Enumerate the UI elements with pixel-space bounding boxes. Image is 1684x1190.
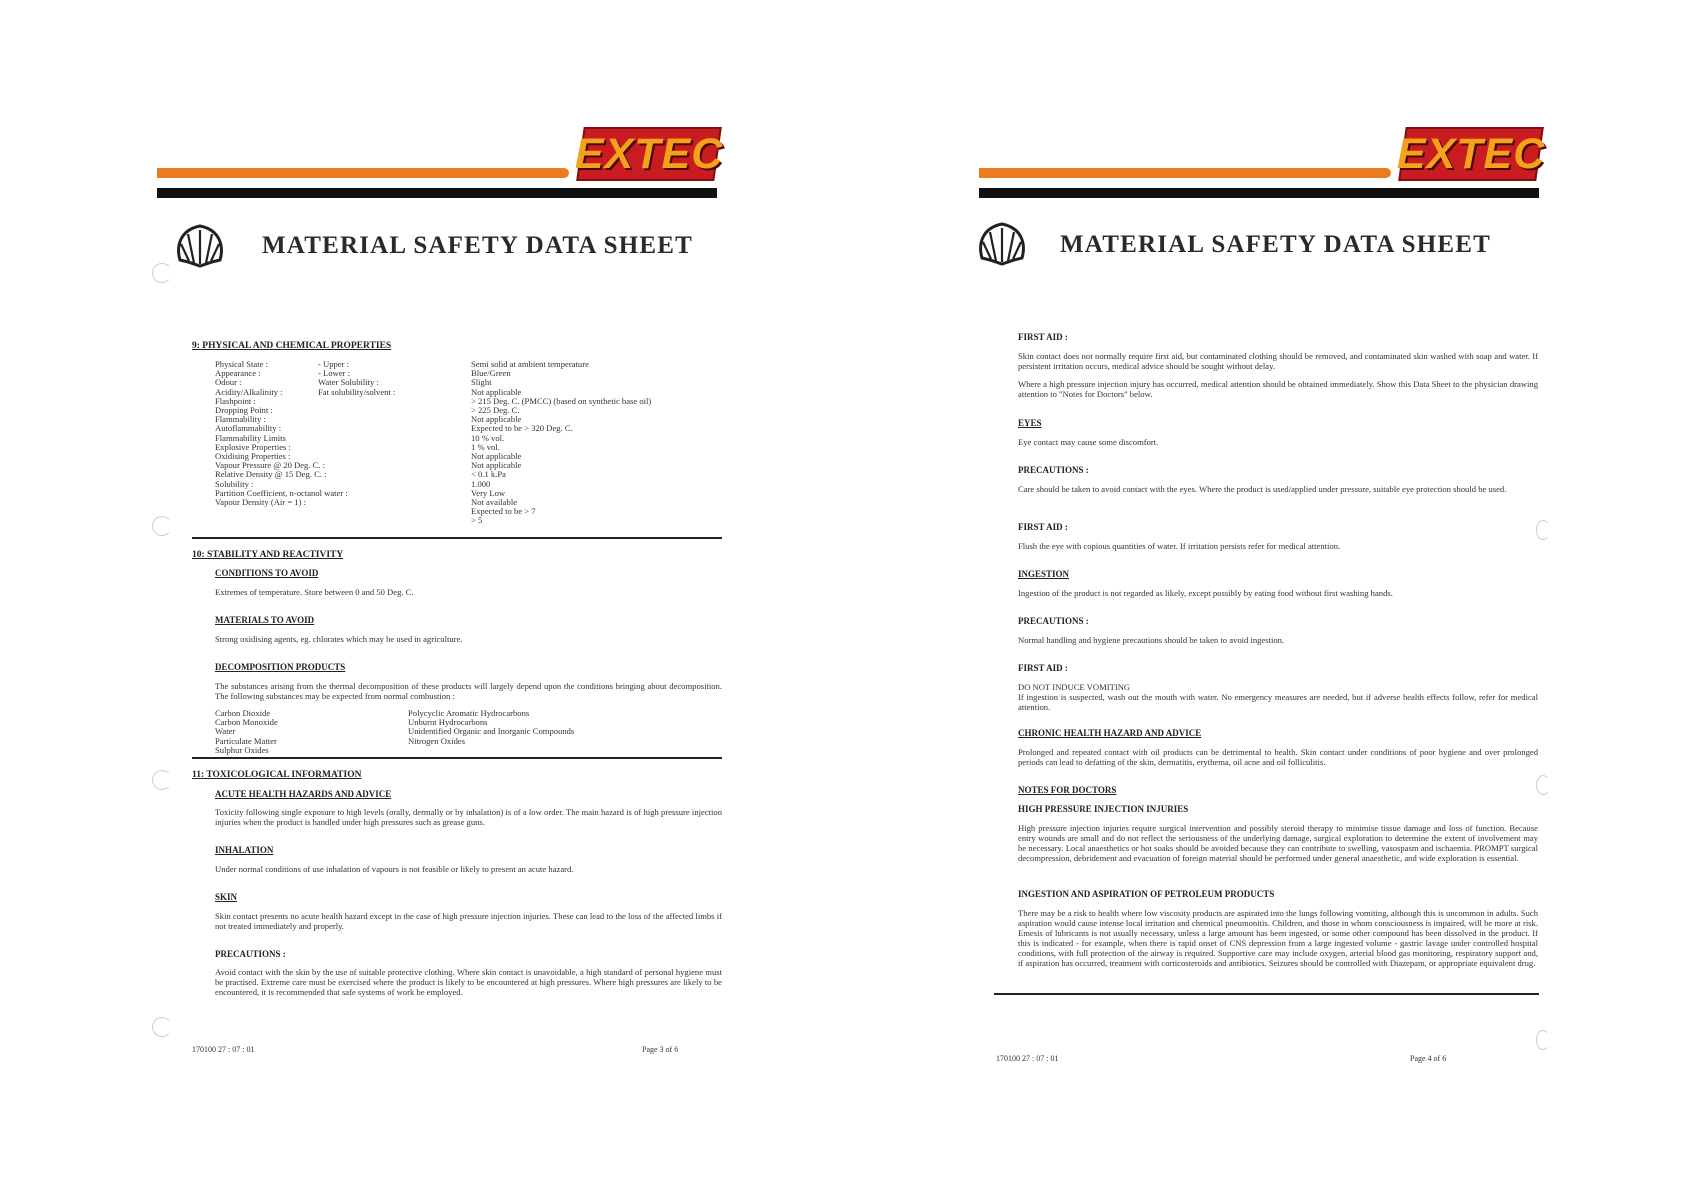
eyes-precautions-text: Care should be taken to avoid contact with the eyes. Where the product is used/applied under pressure, suitable eye protection should be used.: [1018, 484, 1507, 494]
properties-sublabels: [318, 360, 395, 397]
punch-hole: [152, 1017, 172, 1037]
property-value: 1 % vol.: [471, 441, 500, 452]
decomposition-products-text: The substances arising from the thermal decomposition of these products will largely depend upon the conditions bringing about decomposition. The following substances may be expected from normal combustion :: [215, 681, 722, 701]
property-sublabel: Water Solubility :: [318, 377, 379, 388]
document-title: MATERIAL SAFETY DATA SHEET: [262, 232, 694, 259]
property-label: Dropping Point :: [215, 405, 273, 416]
eyes-first-aid-text: Flush the eye with copious quantities of water. If irritation persists refer for medical attention.: [1018, 541, 1341, 551]
extec-logo: [1398, 127, 1544, 181]
property-value: 1.000: [471, 478, 491, 489]
extec-logo: [576, 127, 722, 181]
decomposition-item: Polycyclic Aromatic Hydrocarbons: [408, 708, 530, 718]
skin-title: SKIN: [215, 892, 238, 902]
property-label: Flashpoint :: [215, 395, 256, 406]
property-label: Appearance :: [215, 368, 261, 379]
eyes-title: EYES: [1018, 418, 1042, 428]
punch-hole: [152, 516, 172, 536]
property-label: Explosive Properties :: [215, 441, 291, 452]
property-value: Not available: [471, 497, 518, 508]
decomposition-list-1: [215, 709, 278, 755]
property-label: Oxidising Properties :: [215, 451, 291, 462]
property-value: > 5: [471, 515, 483, 526]
skin-text: Skin contact presents no acute health hazard except in the case of high pressure injection injuries. These can lead to the loss of the affected limbs if not treated immediately and properly.: [215, 911, 722, 931]
materials-to-avoid-text: Strong oxidising agents, eg. chlorates which may be used in agriculture.: [215, 634, 463, 644]
punch-hole: [1536, 775, 1550, 795]
ingestion-first-aid-title: FIRST AID :: [1018, 663, 1068, 673]
property-value: 10 % vol.: [471, 432, 505, 443]
chronic-health-text: Prolonged and repeated contact with oil products can be detrimental to health. Skin contact under conditions of poor hygiene and over prolonged periods can lead to defatting of the skin, dermatitis, erythema, oil acne and oil folliculitis.: [1018, 747, 1538, 767]
punch-hole: [1536, 1030, 1550, 1050]
decomposition-products-title: DECOMPOSITION PRODUCTS: [215, 662, 346, 672]
section-divider: [192, 757, 722, 759]
conditions-to-avoid-title: CONDITIONS TO AVOID: [215, 568, 319, 578]
property-label: Vapour Pressure @ 20 Deg. C. :: [215, 460, 326, 471]
conditions-to-avoid-text: Extremes of temperature. Store between 0 and 50 Deg. C.: [215, 587, 414, 597]
property-label: Solubility :: [215, 478, 254, 489]
property-value: Slight: [471, 377, 492, 388]
section-divider: [192, 537, 722, 539]
decomposition-item: Sulphur Oxides: [215, 744, 269, 755]
property-label: Odour :: [215, 377, 242, 388]
property-value: Not applicable: [471, 386, 522, 397]
footer-ref: 170100 27 : 07 : 01: [996, 1054, 1059, 1063]
decomposition-item: Carbon Monoxide: [215, 717, 278, 728]
page-right: [842, 0, 1684, 1190]
high-pressure-injection-text: High pressure injection injuries require surgical intervention and possibly steroid therapy to minimise tissue damage and loss of function. Because entry wounds are small and do not reflect the seriousness of the underlying damage, surgical exploration to determine the extent of involvement may be necessary. Local anaesthetics or hot soaks should be avoided because they can contribute to swelling, vasospasm and ischaemia. PROMPT surgical decompression, debridement and evacuation of foreign material should be performed under general anaesthetic, and wide exploration is essential.: [1018, 823, 1538, 863]
precautions-title: PRECAUTIONS :: [215, 949, 286, 959]
eyes-precautions-title: PRECAUTIONS :: [1018, 465, 1089, 475]
eyes-first-aid-title: FIRST AID :: [1018, 522, 1068, 532]
section-divider: [994, 993, 1539, 995]
logo-text: EXTEC: [1396, 129, 1546, 178]
property-value: Expected to be > 7: [471, 506, 536, 517]
property-label: Flammability Limits: [215, 432, 286, 443]
shell-logo-icon: [976, 218, 1028, 266]
property-value: > 215 Deg. C. (PMCC) (based on synthetic base oil): [471, 395, 652, 406]
document-title: MATERIAL SAFETY DATA SHEET: [1060, 231, 1492, 258]
property-value: > 225 Deg. C.: [471, 405, 520, 416]
acute-health-title: ACUTE HEALTH HAZARDS AND ADVICE: [215, 789, 392, 799]
property-value: Not applicable: [471, 414, 522, 425]
high-pressure-injection-title: HIGH PRESSURE INJECTION INJURIES: [1018, 804, 1189, 814]
punch-hole: [152, 263, 172, 283]
property-label: Vapour Density (Air = 1) :: [215, 497, 307, 508]
header-black-rule: [979, 188, 1539, 198]
decomposition-item: Nitrogen Oxides: [408, 735, 466, 746]
first-aid-skin-title: FIRST AID :: [1018, 332, 1068, 342]
ingestion-first-aid-text: If ingestion is suspected, wash out the mouth with water. No emergency measures are needed, but if adverse health effects follow, refer for medical attention.: [1018, 692, 1538, 712]
header-black-rule: [157, 188, 717, 198]
eyes-text: Eye contact may cause some discomfort.: [1018, 437, 1159, 447]
decomposition-list-2: [408, 709, 574, 746]
precautions-text: Avoid contact with the skin by the use of suitable protective clothing. Where skin contact is unavoidable, a high standard of personal hygiene must be practised. Extreme care must be exercised where the product is likely to be encountered at high pressures. Where high pressures are likely to be encountered, it is recommended that safe systems of work be employed.: [215, 967, 722, 997]
punch-hole: [1536, 520, 1550, 540]
shell-logo-icon: [174, 220, 226, 268]
property-value: Blue/Green: [471, 368, 511, 379]
first-aid-injection-text: Where a high pressure injection injury has occurred, medical attention should be obtained immediately. Show this Data Sheet to the physician drawing attention to "Notes for Doctors" below.: [1018, 379, 1538, 399]
ingestion-precautions-text: Normal handling and hygiene precautions should be taken to avoid ingestion.: [1018, 635, 1285, 645]
do-not-induce-vomiting: DO NOT INDUCE VOMITING: [1018, 682, 1131, 692]
section-10-title: 10: STABILITY AND REACTIVITY: [192, 550, 344, 560]
property-label: Partition Coefficient, n-octanol water :: [215, 487, 348, 498]
footer-page-number: Page 4 of 6: [1410, 1054, 1447, 1063]
notes-for-doctors-title: NOTES FOR DOCTORS: [1018, 785, 1117, 795]
property-value: < 0.1 k.Pa: [471, 469, 506, 480]
footer-page-number: Page 3 of 6: [642, 1045, 679, 1054]
property-label: Acidity/Alkalinity :: [215, 386, 283, 397]
property-sublabel: Fat solubility/solvent :: [318, 386, 396, 397]
section-11-title: 11: TOXICOLOGICAL INFORMATION: [192, 770, 362, 780]
first-aid-skin-text: Skin contact does not normally require first aid, but contaminated clothing should be removed, and contaminated skin washed with soap and water. If persistent irritation occurs, medical advice should be sought without delay.: [1018, 351, 1538, 371]
materials-to-avoid-title: MATERIALS TO AVOID: [215, 615, 315, 625]
footer-ref: 170100 27 : 07 : 01: [192, 1045, 255, 1054]
aspiration-title: INGESTION AND ASPIRATION OF PETROLEUM PRODUCTS: [1018, 889, 1275, 899]
property-label: Flammability :: [215, 414, 266, 425]
property-value: Semi solid at ambient temperature: [471, 359, 589, 369]
aspiration-text: There may be a risk to health where low viscosity products are aspirated into the lungs following vomiting, although this is uncommon in adults. Such aspiration would cause intense local irritation and chemical pneumonitis. Children, and those in whom consciousness is impaired, will be more at risk. Emesis of lubricants is not usually necessary, unless a large amount has been ingested, or some other compound has been dissolved in the product. If this is indicated - for example, when there is rapid onset of CNS depression from a large ingested volume - gastric lavage under controlled hospital conditions, with full protection of the airway is required. Supportive care may include oxygen, arterial blood gas monitoring, respiratory support and, if aspiration has occurred, treatment with corticosteroids and antibiotics. Seizures should be controlled with Diazepam, or appropriate equivalent drug.: [1018, 908, 1538, 968]
inhalation-title: INHALATION: [215, 845, 274, 855]
decomposition-item: Unidentified Organic and Inorganic Compounds: [408, 726, 575, 737]
inhalation-text: Under normal conditions of use inhalation of vapours is not feasible or likely to present an acute hazard.: [215, 864, 574, 874]
acute-health-text: Toxicity following single exposure to high levels (orally, dermally or by inhalation) is of a low order. The main hazard is of high pressure injection injuries when the product is handled under high pressures such as grease guns.: [215, 807, 722, 827]
logo-text: EXTEC: [574, 129, 724, 178]
property-label: Relative Density @ 15 Deg. C. :: [215, 469, 327, 480]
property-value: Expected to be > 320 Deg. C.: [471, 423, 573, 434]
punch-hole: [152, 770, 172, 790]
header-orange-stripe: [157, 168, 569, 178]
property-label: Physical State :: [215, 359, 268, 369]
ingestion-text: Ingestion of the product is not regarded as likely, except possibly by eating food without first washing hands.: [1018, 588, 1393, 598]
decomposition-item: Carbon Dioxide: [215, 708, 271, 718]
property-sublabel: - Upper :: [318, 359, 350, 369]
ingestion-title: INGESTION: [1018, 569, 1070, 579]
property-label: Autoflammability :: [215, 423, 282, 434]
decomposition-item: Particulate Matter: [215, 735, 277, 746]
property-value: Not applicable: [471, 460, 522, 471]
chronic-health-title: CHRONIC HEALTH HAZARD AND ADVICE: [1018, 728, 1202, 738]
decomposition-item: Unburnt Hydrocarbons: [408, 717, 488, 728]
property-value: Not applicable: [471, 451, 522, 462]
property-value: Very Low: [471, 487, 506, 498]
section-9-title: 9: PHYSICAL AND CHEMICAL PROPERTIES: [192, 341, 392, 351]
header-orange-stripe: [979, 168, 1391, 178]
properties-values: [471, 360, 651, 526]
ingestion-precautions-title: PRECAUTIONS :: [1018, 616, 1089, 626]
decomposition-item: Water: [215, 726, 236, 737]
property-sublabel: - Lower :: [318, 368, 350, 379]
